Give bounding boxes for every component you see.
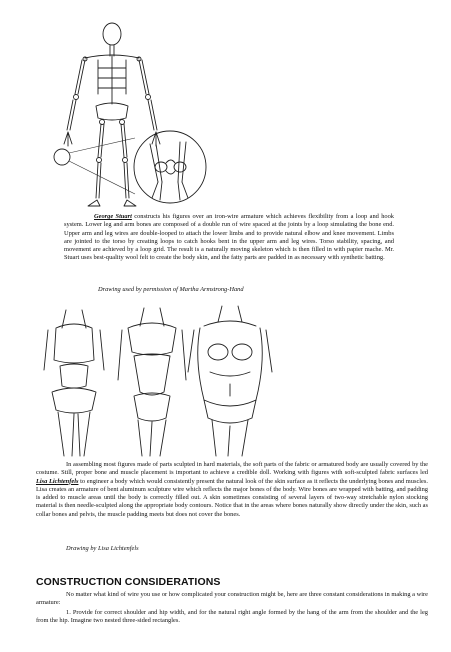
torso-sequence-drawing — [34, 300, 274, 458]
figure1-credit: Drawing used by permission of Martha Armstrong-Hand — [98, 286, 244, 293]
section-heading: CONSTRUCTION CONSIDERATIONS — [36, 576, 221, 588]
figure2-credit: Drawing by Lisa Lichtenfels — [66, 545, 139, 552]
consideration-item-1: 1. Provide for correct shoulder and hip width, and for the natural right angle formed by the hang of the arm from the shoulder and the leg from the hip. Imagine two nested three-sided rectangles. — [36, 609, 428, 625]
figure1-body-text: constructs his figures over an iron-wire armature which achieves flexibility from a loop and hook system. Lower leg and arm bones are composed of a double run of wire spaced at the joints by a loop simulating the bone end. Upper arm and leg wires are double-looped to attach the lower limbs and to provide natural elbow and knee movement. Limbs are jointed to the torso by creating loops to catch hooks bent in the upper arm and leg wires. Torso stability, spacing, and movement are achieved by a loop grid. The result is a naturally moving skeleton which is then filled in with papier mache. Mr. Stuart uses best-quality wool felt to create the body skin, and the fatty parts are padded in as necessary with synthetic batting. — [64, 213, 394, 262]
figure2-paragraph — [36, 461, 428, 519]
figure2-body-text: to engineer a body which would consistently present the natural look of the skin surface as it reflects the underlying bones and muscles. Lisa creates an armature of bent aluminum sculpture wire which reflects the major bones of the body. Wire bones are wrapped with batting, and padding is added to muscle areas until the body is correctly filled out. A skin sometimes consisting of several layers of two-way stretchable nylon stocking material is then needle-sculpted along the appropriate body contours. Notice that in the areas where bones naturally show directly under the skin, such as collar bones and pelvis, the muscle padding meets but does not cover the bones. — [36, 477, 428, 518]
author-name-george-stuart: George Stuart — [94, 213, 132, 220]
figure1-paragraph — [64, 213, 394, 263]
author-name-lisa-lichtenfels: Lisa Lichtenfels — [36, 477, 79, 485]
armature-skeleton-drawing — [40, 22, 230, 217]
figure2-lead-text: In assembling most figures made of parts sculpted in hard materials, the soft parts of the fabric or armatured body are usually covered by the costume. Still, proper bone and muscle placement is important to achieve a credible doll. Working with figures with soft-sculpted fabric surfaces led — [36, 461, 428, 477]
section-intro: No matter what kind of wire you use or how complicated your construction might be, here are three constant considerations in making a wire armature: — [36, 591, 428, 607]
